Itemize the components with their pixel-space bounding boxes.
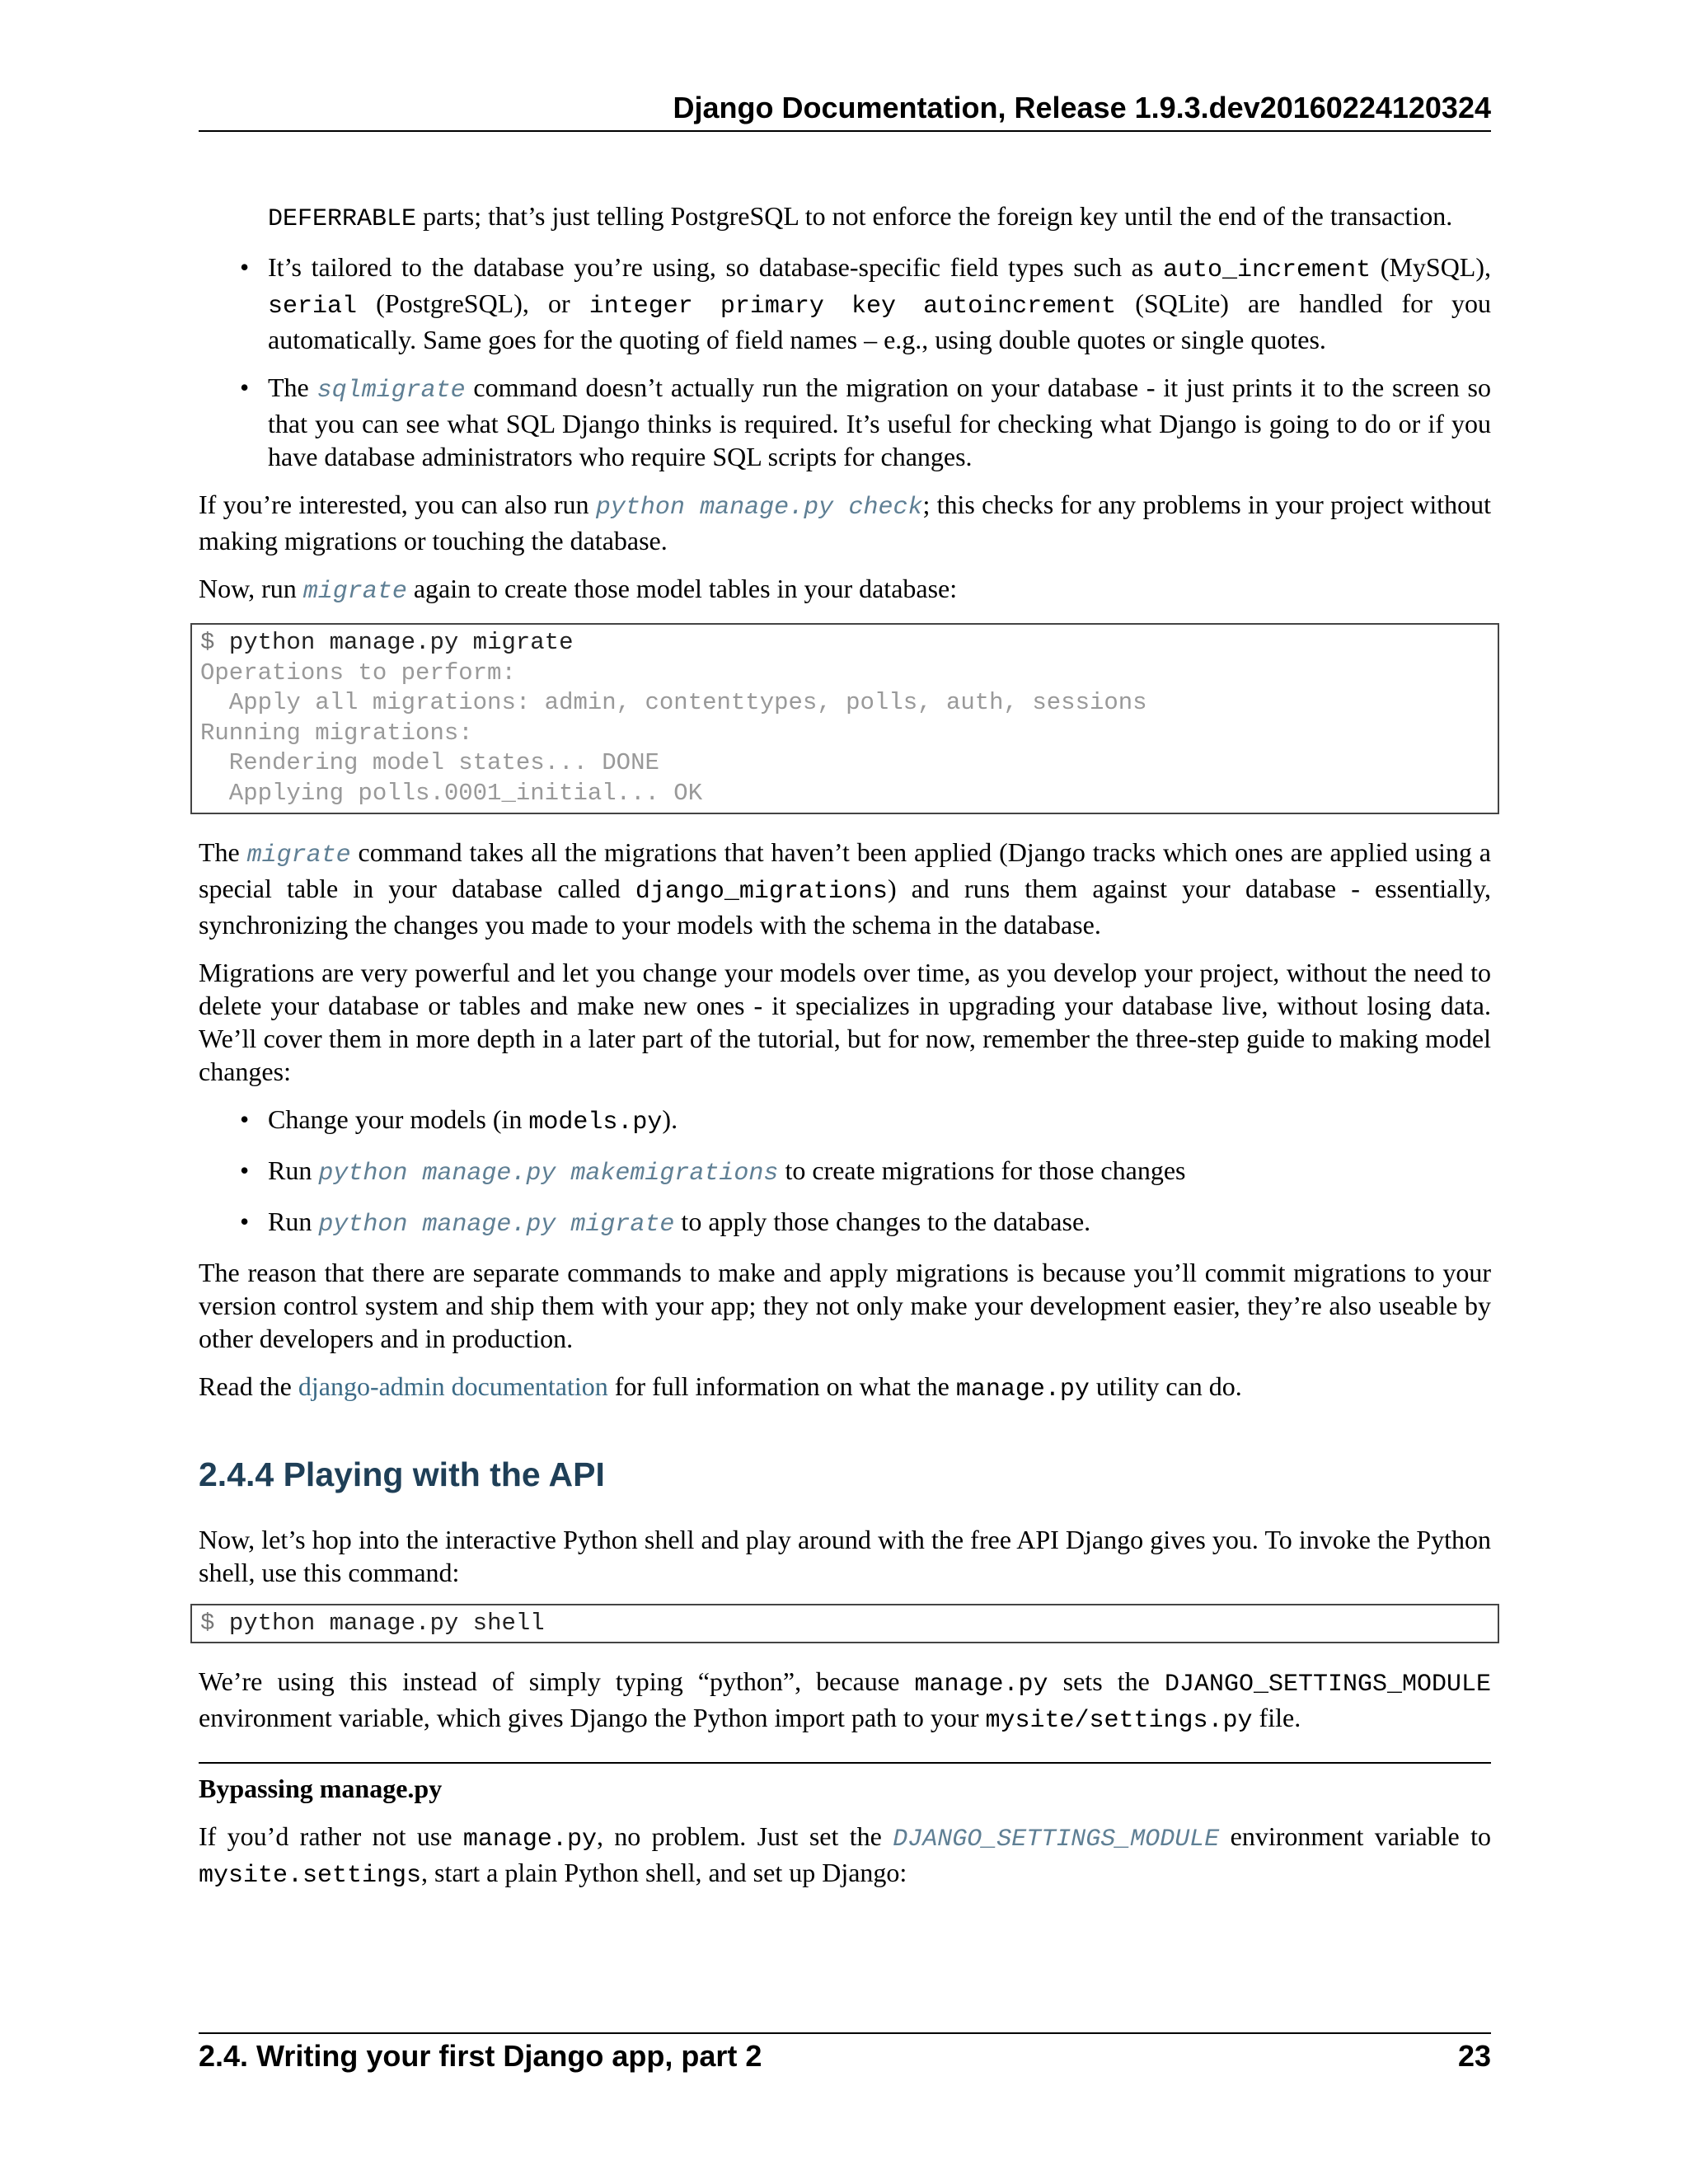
text: command takes all the migrations that haven’t been applied (Django tracks which ones are applied using a special table in your database called — [199, 837, 1492, 903]
code-prompt: $ — [200, 629, 229, 656]
paragraph-deferrable — [268, 199, 1491, 236]
code-output-line: Apply all migrations: admin, contenttypes, polls, auth, sessions — [200, 689, 1147, 717]
sqlmigrate-link[interactable]: sqlmigrate — [316, 377, 466, 405]
inline-code: manage.py — [462, 1825, 597, 1854]
code-command: python manage.py migrate — [228, 629, 574, 656]
code-output-line: Operations to perform: — [200, 658, 516, 687]
text: Run — [268, 1206, 319, 1236]
topic-paragraph — [199, 1820, 1491, 1892]
text: environment variable, which gives Django the Python import path to your — [199, 1703, 986, 1733]
code-output-line: Applying polls.0001_initial... OK — [200, 779, 703, 807]
inline-code: mysite.settings — [199, 1862, 422, 1891]
text: again to create those model tables in your database: — [406, 574, 958, 603]
text: (MySQL), — [1371, 252, 1491, 282]
inline-code: manage.py — [914, 1671, 1048, 1699]
inline-code: manage.py — [955, 1375, 1090, 1404]
paragraph-check — [199, 488, 1491, 557]
text: utility can do. — [1089, 1371, 1242, 1401]
text: If you’re interested, you can also run — [199, 490, 596, 519]
text: It’s tailored to the database you’re using, so database-specific field types such as — [268, 252, 1164, 282]
bullet-list-2 — [199, 1103, 1491, 1241]
bullet-list-1 — [199, 251, 1491, 473]
text: (PostgreSQL), or — [357, 288, 589, 318]
list-item — [240, 1154, 1491, 1190]
list-item — [240, 1205, 1491, 1241]
text: Now, run — [199, 574, 303, 603]
bullet-icon: • — [240, 1104, 250, 1134]
text: Run — [268, 1155, 319, 1185]
text: Change your models (in — [268, 1104, 529, 1134]
text: We’re using this instead of simply typing “python”, because — [199, 1666, 915, 1697]
running-header: Django Documentation, Release 1.9.3.dev20160224120324 — [199, 91, 1491, 132]
list-item — [240, 1103, 1491, 1139]
check-command-link[interactable]: python manage.py check — [595, 494, 923, 522]
page-content — [199, 199, 1491, 1907]
text: ; this checks for any problems in your project without making migrations or touching the database. — [199, 490, 1492, 555]
text: to apply those changes to the database. — [674, 1206, 1091, 1236]
text: ) and runs them against your database - essentially, synchronizing the changes you made to your models with the schema in the database. — [199, 873, 1491, 940]
bullet-icon: • — [240, 252, 250, 282]
text: Read the — [199, 1371, 298, 1401]
bullet-icon: • — [240, 1155, 250, 1185]
list-item — [240, 251, 1491, 356]
bullet-icon: • — [240, 1206, 250, 1236]
code-block-shell — [190, 1604, 1499, 1644]
settings-module-link[interactable]: DJANGO_SETTINGS_MODULE — [893, 1825, 1220, 1854]
migrate-link[interactable]: migrate — [246, 841, 351, 869]
text: environment variable to — [1219, 1821, 1492, 1852]
text: , no problem. Just set the — [596, 1821, 893, 1852]
section-heading: 2.4.4 Playing with the API — [199, 1455, 605, 1493]
bullet-icon: • — [240, 373, 250, 402]
inline-code: mysite/settings.py — [985, 1707, 1253, 1736]
text: The — [199, 837, 247, 867]
text: (SQLite) are handled for you automatically. Same goes for the quoting of field names – e.g., using double quotes or single quotes. — [268, 288, 1491, 354]
makemigrations-link[interactable]: python manage.py makemigrations — [318, 1159, 779, 1188]
paragraph-run-migrate — [199, 572, 1491, 608]
text: If you’d rather not use — [199, 1821, 463, 1852]
text: command doesn’t actually run the migration on your database - it just prints it to the screen so that you can see what SQL Django thinks is required. It’s useful for checking what Django is going to do or if you have database administrators who require SQL scripts for changes. — [268, 373, 1492, 471]
paragraph-shell-intro: Now, let’s hop into the interactive Python shell and play around with the free API Django gives you. To invoke the Python shell, use this command: — [199, 1524, 1491, 1587]
text: , start a plain Python shell, and set up Django: — [421, 1858, 907, 1888]
text: parts; that’s just telling PostgreSQL to not enforce the foreign key until the end of the transaction. — [416, 201, 1453, 231]
inline-code: DJANGO_SETTINGS_MODULE — [1164, 1671, 1492, 1699]
text: The — [268, 373, 317, 402]
code-prompt: $ — [200, 1609, 229, 1637]
page-number: 23 — [1457, 2039, 1491, 2073]
code-output-line: Rendering model states... DONE — [200, 749, 659, 777]
paragraph-separate-commands: The reason that there are separate commands to make and apply migrations is because you’ll commit migrations to your version control system and ship them with your app; they not only make your development easier, they’re also useable by other developers and in production. — [199, 1257, 1491, 1353]
migrate-command-link[interactable]: python manage.py migrate — [318, 1210, 675, 1239]
text: file. — [1252, 1703, 1301, 1733]
text: for full information on what the — [607, 1371, 956, 1401]
migrate-link[interactable]: migrate — [302, 578, 407, 606]
footer-section-title: 2.4. Writing your first Django app, part 2 — [199, 2039, 762, 2073]
code-block-migrate — [190, 623, 1499, 814]
paragraph-migrate-explained — [199, 836, 1491, 941]
page-footer — [199, 2032, 1491, 2074]
inline-code: serial — [268, 293, 358, 321]
inline-code: integer primary key autoincrement — [588, 293, 1117, 321]
text: sets the — [1048, 1666, 1165, 1697]
inline-code: models.py — [528, 1108, 663, 1137]
inline-code: DEFERRABLE — [268, 205, 417, 233]
code-command: python manage.py shell — [228, 1609, 545, 1637]
inline-code: django_migrations — [635, 877, 888, 906]
topic-title: Bypassing manage.py — [199, 1774, 443, 1804]
paragraph-settings-module — [199, 1665, 1491, 1737]
topic-box — [199, 1762, 1491, 1892]
paragraph-migrations-powerful: Migrations are very powerful and let you change your models over time, as you develop your project, without the need to delete your database or tables and make new ones - it specializes in upgrading your database live, without losing data. We’ll cover them in more depth in a later part of the tutorial, but for now, remember the three-step guide to making model changes: — [199, 957, 1491, 1086]
list-item — [240, 371, 1492, 473]
paragraph-read-docs — [199, 1370, 1491, 1406]
django-admin-docs-link[interactable]: django-admin documentation — [298, 1371, 608, 1401]
inline-code: auto_increment — [1163, 256, 1372, 284]
code-output-line: Running migrations: — [200, 719, 473, 747]
text: ). — [662, 1104, 678, 1134]
text: to create migrations for those changes — [778, 1155, 1186, 1185]
